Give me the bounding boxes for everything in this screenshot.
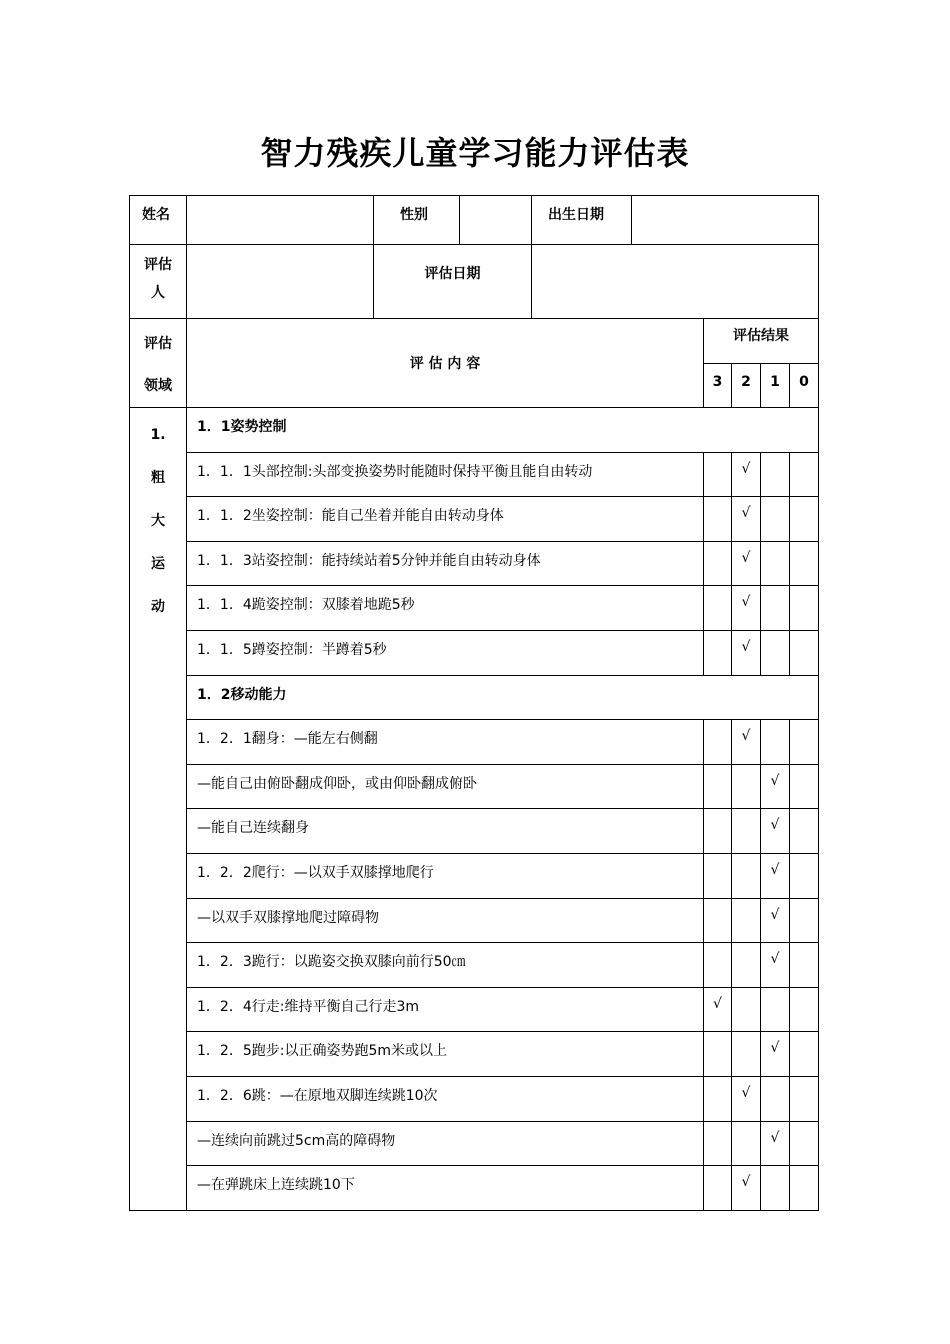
domain-char: 动: [151, 599, 165, 615]
check-mark: √: [741, 1174, 751, 1191]
score-cell[interactable]: [790, 1121, 819, 1166]
score-cell[interactable]: [790, 541, 819, 586]
check-mark: √: [741, 728, 751, 745]
table-row: [130, 541, 819, 586]
item-text: 1．1．5蹲姿控制：半蹲着5秒: [187, 630, 704, 675]
gender-label: 性别: [374, 196, 460, 245]
item-text: 1．1．4跪姿控制：双膝着地跪5秒: [187, 586, 704, 631]
score-cell[interactable]: [732, 1166, 761, 1211]
score-cell[interactable]: [704, 853, 732, 898]
assess-date-field[interactable]: [532, 245, 819, 319]
score-cell[interactable]: [790, 987, 819, 1032]
table-row: [130, 452, 819, 497]
score-cell[interactable]: [732, 764, 761, 809]
score-cell[interactable]: [761, 764, 790, 809]
score-cell[interactable]: [790, 630, 819, 675]
domain-char: 1.: [150, 427, 166, 443]
check-mark: √: [741, 594, 751, 611]
score-cell[interactable]: [761, 452, 790, 497]
column-header-row-1: [130, 319, 819, 364]
table-row: [130, 898, 819, 943]
check-mark: √: [770, 1040, 780, 1057]
domain-char: 大: [151, 513, 165, 529]
section-row: [130, 675, 819, 720]
score-cell[interactable]: [732, 809, 761, 854]
name-field[interactable]: [187, 196, 374, 245]
score-cell[interactable]: [761, 720, 790, 765]
table-row: [130, 809, 819, 854]
birth-date-field[interactable]: [632, 196, 819, 245]
birth-date-label: 出生日期: [532, 196, 632, 245]
domain-char: 粗: [151, 470, 165, 486]
table-row: [130, 586, 819, 631]
item-text: —连续向前跳过5cm高的障碍物: [187, 1121, 704, 1166]
item-text: —能自己由俯卧翻成仰卧，或由仰卧翻成俯卧: [187, 764, 704, 809]
score-cell[interactable]: [761, 809, 790, 854]
assess-date-label: 评估日期: [374, 245, 532, 319]
domain-char: 运: [151, 556, 165, 572]
table-row: [130, 1121, 819, 1166]
score-cell[interactable]: [761, 1032, 790, 1077]
score-cell[interactable]: [704, 809, 732, 854]
score-cell[interactable]: [732, 541, 761, 586]
score-cell[interactable]: [704, 541, 732, 586]
table-row: [130, 1076, 819, 1121]
score-cell[interactable]: [704, 1032, 732, 1077]
section-row: [130, 408, 819, 453]
item-text: —能自己连续翻身: [187, 809, 704, 854]
table-row: [130, 764, 819, 809]
assessor-label-line-1: 评估: [144, 257, 172, 273]
section-title: 1．2移动能力: [187, 675, 819, 720]
score-cell[interactable]: [704, 1166, 732, 1211]
score-cell[interactable]: [732, 898, 761, 943]
domain-cell: [130, 408, 187, 1211]
score-cell[interactable]: [732, 497, 761, 542]
domain-header-line-2: 领域: [144, 378, 172, 394]
score-cell[interactable]: [761, 586, 790, 631]
score-cell[interactable]: [761, 541, 790, 586]
table-row: [130, 943, 819, 988]
score-cell[interactable]: [704, 452, 732, 497]
assessor-label-line-2: 人: [151, 285, 165, 301]
score-cell[interactable]: [790, 809, 819, 854]
check-mark: √: [741, 505, 751, 522]
name-label: 姓名: [130, 196, 187, 245]
score-cell[interactable]: [790, 1032, 819, 1077]
item-text: 1．1．2坐姿控制：能自己坐着并能自由转动身体: [187, 497, 704, 542]
score-cell[interactable]: [732, 853, 761, 898]
score-cell[interactable]: [704, 630, 732, 675]
table-row: [130, 987, 819, 1032]
score-cell[interactable]: [761, 898, 790, 943]
result-header: 评估结果: [704, 319, 819, 364]
score-cell[interactable]: [732, 1121, 761, 1166]
check-mark: √: [741, 549, 751, 566]
item-text: 1．1．3站姿控制：能持续站着5分钟并能自由转动身体: [187, 541, 704, 586]
score-cell[interactable]: [790, 497, 819, 542]
score-cell[interactable]: [790, 452, 819, 497]
score-cell[interactable]: [761, 987, 790, 1032]
gender-field[interactable]: [460, 196, 532, 245]
score-cell[interactable]: [732, 630, 761, 675]
score-cell[interactable]: [732, 1076, 761, 1121]
score-cell[interactable]: [704, 764, 732, 809]
check-mark: √: [770, 861, 780, 878]
item-text: 1．2．4行走:维持平衡自己行走3m: [187, 987, 704, 1032]
score-cell[interactable]: [732, 987, 761, 1032]
domain-header: [130, 319, 187, 408]
score-cell[interactable]: [790, 943, 819, 988]
score-cell[interactable]: [761, 630, 790, 675]
score-cell[interactable]: [761, 1076, 790, 1121]
check-mark: √: [770, 1129, 780, 1146]
score-cell[interactable]: [704, 497, 732, 542]
table-row: [130, 630, 819, 675]
item-text: —在弹跳床上连续跳10下: [187, 1166, 704, 1211]
check-mark: √: [713, 995, 722, 1012]
score-cell[interactable]: [732, 586, 761, 631]
score-cell[interactable]: [761, 1166, 790, 1211]
score-cell[interactable]: [704, 1076, 732, 1121]
score-cell[interactable]: [732, 452, 761, 497]
item-text: 1．2．6跳：—在原地双脚连续跳10次: [187, 1076, 704, 1121]
score-header-2: 2: [732, 363, 761, 408]
score-cell[interactable]: [790, 1166, 819, 1211]
item-text: 1．2．3跪行：以跪姿交换双膝向前行50㎝: [187, 943, 704, 988]
assessor-field[interactable]: [187, 245, 374, 319]
score-cell[interactable]: [790, 1076, 819, 1121]
check-mark: √: [770, 906, 780, 923]
score-cell[interactable]: [704, 1121, 732, 1166]
check-mark: √: [741, 1084, 751, 1101]
item-text: 1．2．2爬行：—以双手双膝撑地爬行: [187, 853, 704, 898]
score-cell[interactable]: [790, 720, 819, 765]
check-mark: √: [741, 460, 751, 477]
info-row-1: [130, 196, 819, 245]
score-cell[interactable]: [790, 764, 819, 809]
score-cell[interactable]: [732, 943, 761, 988]
table-row: [130, 1032, 819, 1077]
item-text: 1．1．1头部控制:头部变换姿势时能随时保持平衡且能自由转动: [187, 452, 704, 497]
score-header-1: 1: [761, 363, 790, 408]
check-mark: √: [770, 772, 780, 789]
score-cell[interactable]: [704, 586, 732, 631]
score-cell[interactable]: [704, 943, 732, 988]
item-text: —以双手双膝撑地爬过障碍物: [187, 898, 704, 943]
info-row-2: [130, 245, 819, 319]
score-cell[interactable]: [761, 853, 790, 898]
check-mark: √: [770, 817, 780, 834]
score-header-3: 3: [704, 363, 732, 408]
table-row: [130, 1166, 819, 1211]
assessor-label: [130, 245, 187, 319]
assessment-table: [129, 195, 819, 1211]
score-cell[interactable]: [704, 720, 732, 765]
table-row: [130, 497, 819, 542]
content-header: 评 估 内 容: [187, 319, 704, 408]
table-row: [130, 853, 819, 898]
check-mark: √: [770, 951, 780, 968]
score-cell[interactable]: [732, 720, 761, 765]
score-cell[interactable]: [790, 853, 819, 898]
page-title: 智力残疾儿童学习能力评估表: [260, 134, 690, 172]
check-mark: √: [741, 638, 751, 655]
score-cell[interactable]: [761, 497, 790, 542]
score-cell[interactable]: [732, 1032, 761, 1077]
score-header-0: 0: [790, 363, 819, 408]
score-cell[interactable]: [790, 898, 819, 943]
section-title: 1．1姿势控制: [187, 408, 819, 453]
domain-header-line-1: 评估: [144, 336, 172, 352]
score-cell[interactable]: [761, 943, 790, 988]
score-cell[interactable]: [790, 586, 819, 631]
item-text: 1．2．1翻身：—能左右侧翻: [187, 720, 704, 765]
item-text: 1．2．5跑步:以正确姿势跑5m米或以上: [187, 1032, 704, 1077]
score-cell[interactable]: [704, 987, 732, 1032]
table-row: [130, 720, 819, 765]
score-cell[interactable]: [704, 898, 732, 943]
score-cell[interactable]: [761, 1121, 790, 1166]
